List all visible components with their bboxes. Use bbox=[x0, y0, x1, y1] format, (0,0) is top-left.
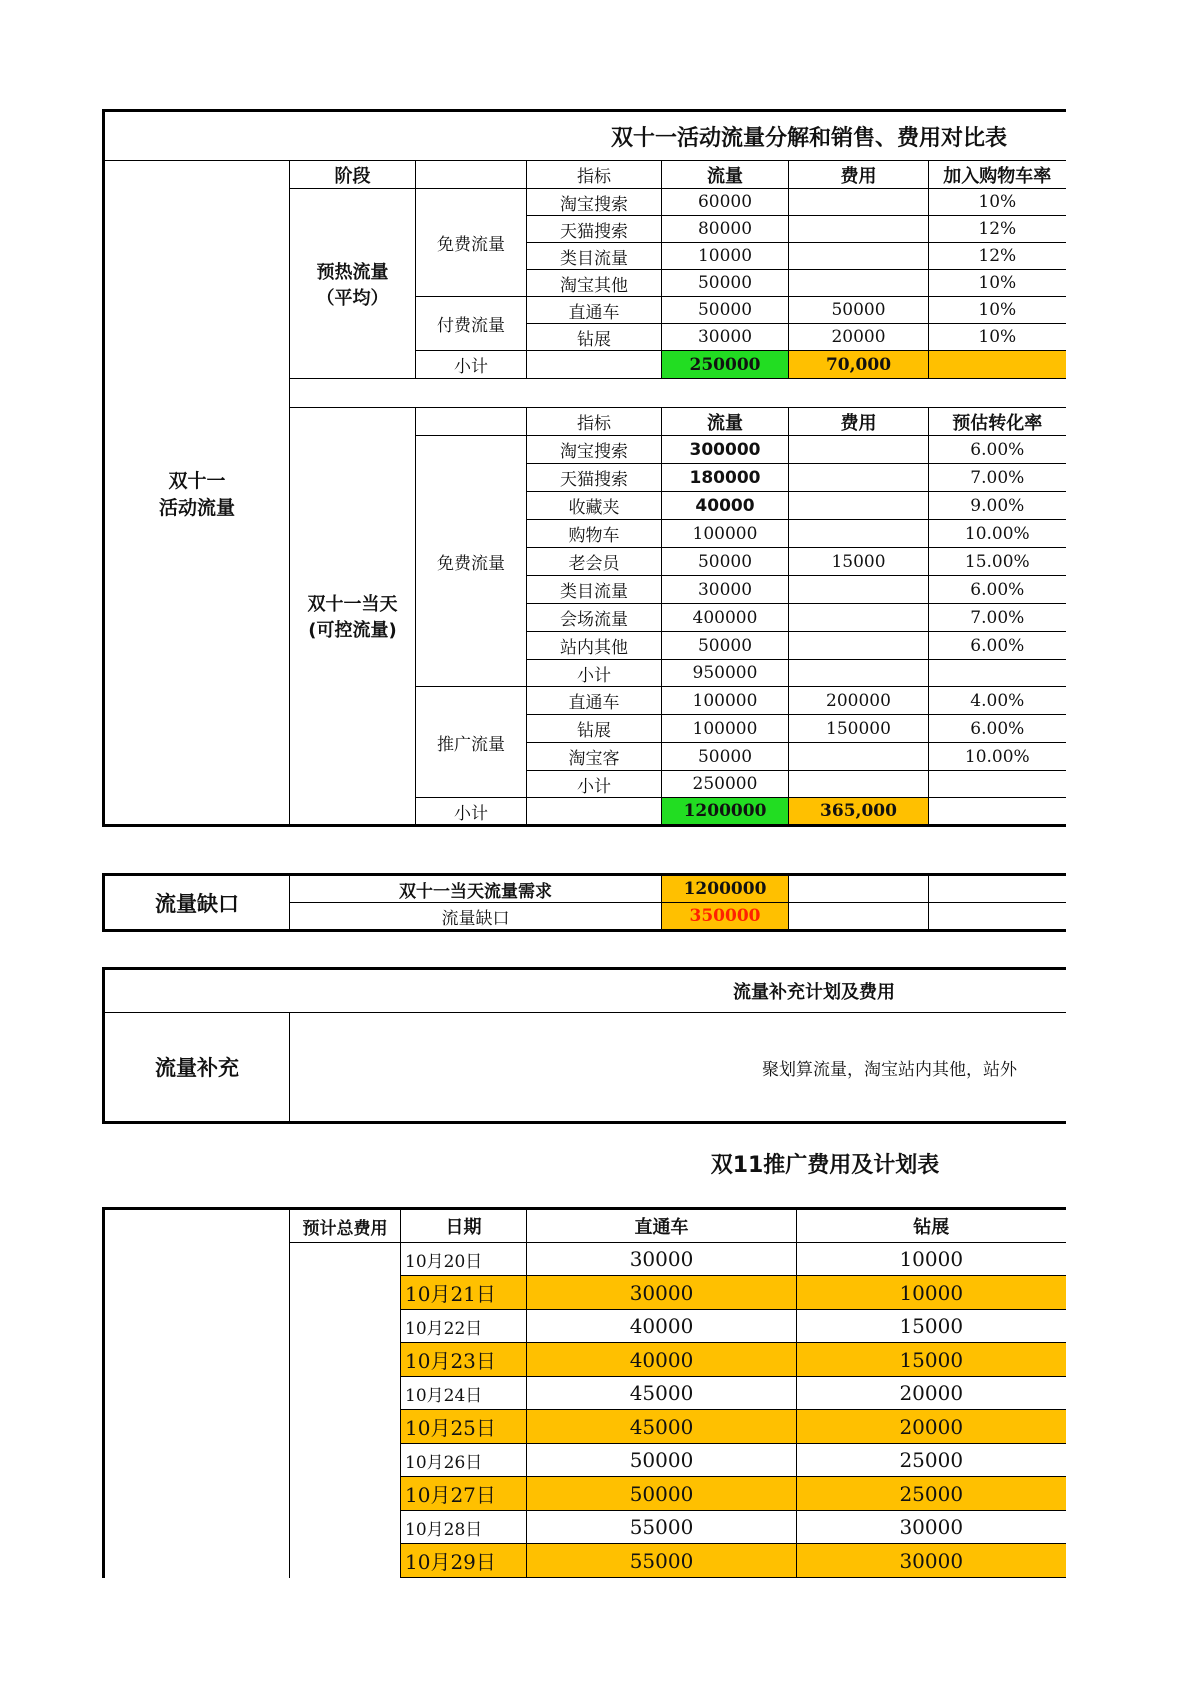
cost-cell bbox=[789, 604, 929, 632]
cost-cell: 150000 bbox=[789, 715, 929, 743]
empty-cell bbox=[789, 771, 929, 798]
cost-cell: 50000 bbox=[789, 297, 929, 324]
metric-cell: 钻展 bbox=[527, 715, 662, 743]
spacer-row bbox=[290, 379, 1066, 408]
ztc-cell: 45000 bbox=[527, 1377, 797, 1410]
ztc-header: 直通车 bbox=[527, 1209, 797, 1243]
plan-title: 双11推广费用及计划表 bbox=[710, 1153, 940, 1178]
traffic-header: 流量 bbox=[662, 408, 789, 436]
empty-header bbox=[416, 161, 527, 189]
preheat-subtotal-rate bbox=[929, 351, 1066, 379]
cost-cell: 200000 bbox=[789, 687, 929, 715]
dday-promo-label: 推广流量 bbox=[416, 687, 527, 798]
traffic-cell: 10000 bbox=[662, 243, 789, 270]
metric-header: 指标 bbox=[527, 161, 662, 189]
free-subtotal-traffic: 950000 bbox=[662, 660, 789, 687]
rate-cell: 10.00% bbox=[929, 743, 1066, 771]
metric-cell: 淘宝其他 bbox=[527, 270, 662, 297]
traffic-cell: 50000 bbox=[662, 632, 789, 660]
table-title: 双十一活动流量分解和销售、费用对比表 bbox=[611, 125, 1008, 151]
rate-cell: 6.00% bbox=[929, 632, 1066, 660]
traffic-header: 流量 bbox=[662, 161, 789, 189]
ztc-cell: 40000 bbox=[527, 1310, 797, 1343]
zz-cell: 15000 bbox=[797, 1343, 1066, 1377]
zz-cell: 20000 bbox=[797, 1377, 1066, 1410]
traffic-gap-table bbox=[102, 873, 1066, 932]
ztc-cell: 30000 bbox=[527, 1276, 797, 1310]
zz-cell: 25000 bbox=[797, 1477, 1066, 1511]
ztc-cell: 30000 bbox=[527, 1243, 797, 1276]
traffic-cell: 100000 bbox=[662, 687, 789, 715]
traffic-cell: 50000 bbox=[662, 548, 789, 576]
traffic-cell: 80000 bbox=[662, 216, 789, 243]
rate-cell: 6.00% bbox=[929, 715, 1066, 743]
promo-subtotal-traffic: 250000 bbox=[662, 771, 789, 798]
zz-cell: 30000 bbox=[797, 1544, 1066, 1578]
metric-cell: 站内其他 bbox=[527, 632, 662, 660]
date-cell: 10月29日 bbox=[401, 1544, 527, 1578]
ztc-cell: 55000 bbox=[527, 1544, 797, 1578]
date-cell: 10月26日 bbox=[401, 1444, 527, 1477]
metric-cell: 天猫搜索 bbox=[527, 216, 662, 243]
stage-header: 阶段 bbox=[290, 161, 416, 189]
preheat-stage-label: 预热流量 （平均） bbox=[290, 189, 416, 379]
dday-subtotal-traffic: 1200000 bbox=[662, 798, 789, 826]
dday-subtotal-cost: 365,000 bbox=[789, 798, 929, 826]
cost-cell bbox=[789, 464, 929, 492]
metric-cell: 淘宝搜索 bbox=[527, 189, 662, 216]
preheat-subtotal-cost: 70,000 bbox=[789, 351, 929, 379]
empty-cell bbox=[789, 903, 929, 931]
date-cell: 10月28日 bbox=[401, 1511, 527, 1544]
metric-cell: 淘宝客 bbox=[527, 743, 662, 771]
date-cell: 10月21日 bbox=[401, 1276, 527, 1310]
rate-cell: 7.00% bbox=[929, 604, 1066, 632]
gap-value: 350000 bbox=[662, 903, 789, 931]
promo-plan-table bbox=[102, 1207, 1066, 1578]
rate-cell: 10% bbox=[929, 270, 1066, 297]
empty-cell bbox=[929, 903, 1066, 931]
rate-cell: 10% bbox=[929, 324, 1066, 351]
preheat-subtotal-traffic: 250000 bbox=[662, 351, 789, 379]
promo-subtotal-label: 小计 bbox=[527, 771, 662, 798]
empty-header bbox=[416, 408, 527, 436]
date-header: 日期 bbox=[401, 1209, 527, 1243]
traffic-cell: 50000 bbox=[662, 743, 789, 771]
section-label: 双十一 活动流量 bbox=[104, 161, 290, 826]
metric-cell: 收藏夹 bbox=[527, 492, 662, 520]
cost-cell bbox=[789, 216, 929, 243]
traffic-cell: 30000 bbox=[662, 324, 789, 351]
empty-cell bbox=[789, 660, 929, 687]
metric-cell: 老会员 bbox=[527, 548, 662, 576]
empty-cell bbox=[929, 660, 1066, 687]
traffic-cell: 50000 bbox=[662, 297, 789, 324]
metric-cell: 会场流量 bbox=[527, 604, 662, 632]
traffic-cell: 50000 bbox=[662, 270, 789, 297]
rate-cell: 4.00% bbox=[929, 687, 1066, 715]
cost-header: 费用 bbox=[789, 161, 929, 189]
rate-cell: 6.00% bbox=[929, 436, 1066, 464]
empty-cell bbox=[929, 875, 1066, 903]
cost-cell bbox=[789, 270, 929, 297]
ztc-cell: 45000 bbox=[527, 1410, 797, 1444]
traffic-cell: 40000 bbox=[662, 492, 789, 520]
dday-free-label: 免费流量 bbox=[416, 436, 527, 687]
supplement-header-text: 流量补充计划及费用 bbox=[733, 982, 895, 1003]
cart-rate-header: 加入购物车率 bbox=[929, 161, 1066, 189]
ztc-cell: 50000 bbox=[527, 1477, 797, 1511]
zz-cell: 25000 bbox=[797, 1444, 1066, 1477]
supplement-text-cell bbox=[290, 1013, 1066, 1123]
date-cell: 10月27日 bbox=[401, 1477, 527, 1511]
rate-cell: 10.00% bbox=[929, 520, 1066, 548]
dday-stage-label: 双十一当天 (可控流量) bbox=[290, 408, 416, 826]
table-title-cell bbox=[104, 111, 1066, 161]
metric-cell: 直通车 bbox=[527, 297, 662, 324]
traffic-cell: 400000 bbox=[662, 604, 789, 632]
empty-cell bbox=[527, 798, 662, 826]
total-cost-cell bbox=[290, 1243, 401, 1578]
empty-cell bbox=[929, 771, 1066, 798]
rate-cell: 12% bbox=[929, 243, 1066, 270]
rate-cell: 7.00% bbox=[929, 464, 1066, 492]
metric-cell: 直通车 bbox=[527, 687, 662, 715]
cost-cell bbox=[789, 576, 929, 604]
date-cell: 10月24日 bbox=[401, 1377, 527, 1410]
empty-cell bbox=[929, 798, 1066, 826]
traffic-cell: 30000 bbox=[662, 576, 789, 604]
date-cell: 10月25日 bbox=[401, 1410, 527, 1444]
traffic-breakdown-table bbox=[102, 109, 1066, 827]
traffic-cell: 100000 bbox=[662, 715, 789, 743]
metric-cell: 购物车 bbox=[527, 520, 662, 548]
free-subtotal-label: 小计 bbox=[527, 660, 662, 687]
metric-header: 指标 bbox=[527, 408, 662, 436]
rate-cell: 12% bbox=[929, 216, 1066, 243]
rate-cell: 9.00% bbox=[929, 492, 1066, 520]
supplement-header bbox=[104, 969, 1066, 1013]
demand-value: 1200000 bbox=[662, 875, 789, 903]
gap-label: 流量缺口 bbox=[104, 875, 290, 931]
zz-header: 钻展 bbox=[797, 1209, 1066, 1243]
preheat-free-label: 免费流量 bbox=[416, 189, 527, 297]
cost-cell bbox=[789, 243, 929, 270]
zz-cell: 10000 bbox=[797, 1276, 1066, 1310]
metric-cell: 类目流量 bbox=[527, 576, 662, 604]
gap-row-label: 流量缺口 bbox=[290, 903, 662, 931]
supplement-text: 聚划算流量，淘宝站内其他，站外 bbox=[762, 1059, 1017, 1080]
empty-cell bbox=[789, 875, 929, 903]
date-cell: 10月23日 bbox=[401, 1343, 527, 1377]
preheat-paid-label: 付费流量 bbox=[416, 297, 527, 351]
dday-subtotal-label: 小计 bbox=[416, 798, 527, 826]
conversion-rate-header: 预估转化率 bbox=[929, 408, 1066, 436]
traffic-cell: 300000 bbox=[662, 436, 789, 464]
traffic-cell: 180000 bbox=[662, 464, 789, 492]
preheat-subtotal-label: 小计 bbox=[416, 351, 527, 379]
plan-side-cell bbox=[104, 1209, 290, 1578]
cost-cell: 20000 bbox=[789, 324, 929, 351]
cost-cell bbox=[789, 492, 929, 520]
zz-cell: 20000 bbox=[797, 1410, 1066, 1444]
zz-cell: 10000 bbox=[797, 1243, 1066, 1276]
empty-cell bbox=[527, 351, 662, 379]
supplement-table bbox=[102, 967, 1066, 1124]
cost-cell bbox=[789, 520, 929, 548]
date-cell: 10月22日 bbox=[401, 1310, 527, 1343]
traffic-cell: 60000 bbox=[662, 189, 789, 216]
metric-cell: 类目流量 bbox=[527, 243, 662, 270]
supplement-label: 流量补充 bbox=[104, 1013, 290, 1123]
rate-cell: 15.00% bbox=[929, 548, 1066, 576]
rate-cell: 10% bbox=[929, 297, 1066, 324]
zz-cell: 30000 bbox=[797, 1511, 1066, 1544]
ztc-cell: 55000 bbox=[527, 1511, 797, 1544]
ztc-cell: 50000 bbox=[527, 1444, 797, 1477]
cost-cell bbox=[789, 436, 929, 464]
metric-cell: 钻展 bbox=[527, 324, 662, 351]
cost-cell: 15000 bbox=[789, 548, 929, 576]
rate-cell: 10% bbox=[929, 189, 1066, 216]
cost-cell bbox=[789, 743, 929, 771]
traffic-cell: 100000 bbox=[662, 520, 789, 548]
total-cost-header: 预计总费用 bbox=[290, 1209, 401, 1243]
rate-cell: 6.00% bbox=[929, 576, 1066, 604]
cost-cell bbox=[789, 632, 929, 660]
zz-cell: 15000 bbox=[797, 1310, 1066, 1343]
metric-cell: 天猫搜索 bbox=[527, 464, 662, 492]
demand-label: 双十一当天流量需求 bbox=[290, 875, 662, 903]
ztc-cell: 40000 bbox=[527, 1343, 797, 1377]
cost-header: 费用 bbox=[789, 408, 929, 436]
cost-cell bbox=[789, 189, 929, 216]
date-cell: 10月20日 bbox=[401, 1243, 527, 1276]
metric-cell: 淘宝搜索 bbox=[527, 436, 662, 464]
